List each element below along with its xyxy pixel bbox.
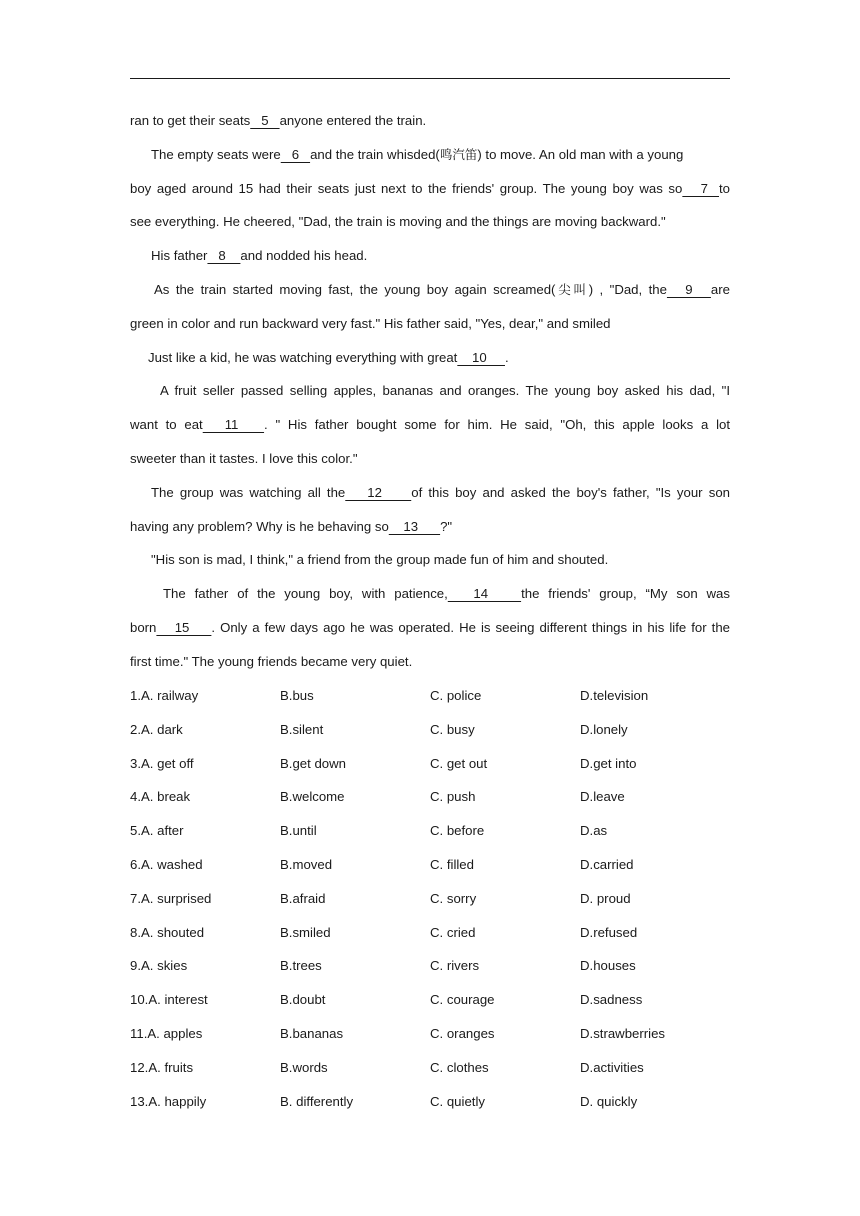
blank-14: 14 bbox=[447, 586, 522, 602]
passage-line-5 bbox=[130, 243, 730, 277]
option-b: B. differently bbox=[280, 1093, 354, 1109]
option-b: B.bus bbox=[280, 688, 314, 703]
header-rule bbox=[130, 78, 730, 79]
blank-9: 9 bbox=[666, 281, 711, 297]
option-b: B.welcome bbox=[280, 789, 345, 805]
option-a: 3.A. get off bbox=[130, 755, 194, 771]
passage-line-17 bbox=[130, 649, 730, 683]
passage-line-4 bbox=[130, 209, 730, 243]
passage-text: A fruit seller passed selling apples, bananas and oranges. The young boy asked his dad, "I bbox=[160, 383, 730, 399]
option-c: C. clothes bbox=[430, 1059, 489, 1075]
option-b: B.doubt bbox=[280, 992, 326, 1008]
option-d: D.sadness bbox=[580, 992, 643, 1008]
passage-text: The empty seats were bbox=[151, 146, 281, 162]
passage-line-2 bbox=[130, 142, 730, 176]
option-a: 13.A. happily bbox=[130, 1093, 207, 1109]
passage-text: ran to get their seats bbox=[130, 113, 251, 128]
option-row bbox=[130, 1055, 730, 1089]
option-d: D.houses bbox=[580, 958, 636, 974]
passage-text: see everything. He cheered, "Dad, the train is moving and the things are moving backward." bbox=[130, 214, 666, 230]
passage-line-1 bbox=[130, 108, 730, 142]
blank-5: 5 bbox=[250, 113, 280, 128]
passage-text: born bbox=[130, 619, 157, 635]
option-d: D.get into bbox=[580, 755, 637, 771]
option-a: 11.A. apples bbox=[130, 1025, 203, 1041]
passage-text: the friends' group, “My son was bbox=[521, 586, 730, 602]
option-row bbox=[130, 1089, 730, 1123]
option-a: 4.A. break bbox=[130, 789, 191, 805]
passage-text: ) , "Dad, the bbox=[588, 281, 667, 297]
passage-text: and nodded his head. bbox=[240, 248, 368, 264]
option-a: 12.A. fruits bbox=[130, 1059, 194, 1075]
option-c: C. rivers bbox=[430, 958, 480, 974]
option-a: 2.A. dark bbox=[130, 721, 183, 737]
option-a: 10.A. interest bbox=[130, 992, 208, 1008]
passage-text: As the train started moving fast, the young boy again screamed( bbox=[154, 281, 556, 297]
option-b: B.moved bbox=[280, 856, 333, 872]
option-d: D.leave bbox=[580, 789, 625, 805]
passage-text: green in color and run backward very fast." His father said, "Yes, dear," and smiled bbox=[130, 315, 611, 331]
option-a: 7.A. surprised bbox=[130, 890, 212, 906]
option-b: B.trees bbox=[280, 958, 322, 974]
option-c: C. sorry bbox=[430, 890, 477, 906]
option-c: C. busy bbox=[430, 721, 475, 737]
passage-text: having any problem? Why is he behaving so bbox=[130, 518, 389, 534]
passage-text: Just like a kid, he was watching everything with great bbox=[148, 349, 458, 365]
option-row bbox=[130, 920, 730, 954]
passage-text: "His son is mad, I think," a friend from the group made fun of him and shouted. bbox=[151, 552, 609, 568]
option-b: B.smiled bbox=[280, 924, 331, 940]
passage-text: to bbox=[719, 180, 730, 196]
passage-line-12 bbox=[130, 480, 730, 514]
passage-line-8 bbox=[130, 345, 730, 379]
blank-15: 15 bbox=[156, 619, 212, 635]
option-d: D.refused bbox=[580, 924, 638, 940]
option-row bbox=[130, 1021, 730, 1055]
option-row bbox=[130, 717, 730, 751]
option-d: D.as bbox=[580, 823, 608, 839]
passage-text: The group was watching all the bbox=[151, 484, 346, 500]
option-a: 1.A. railway bbox=[130, 688, 199, 703]
passage-line-15 bbox=[130, 581, 730, 615]
option-row bbox=[130, 852, 730, 886]
passage-line-7 bbox=[130, 311, 730, 345]
passage-line-16 bbox=[130, 615, 730, 649]
option-row bbox=[130, 751, 730, 785]
option-b: B.bananas bbox=[280, 1025, 344, 1041]
option-d: D. proud bbox=[580, 890, 631, 906]
passage-line-6 bbox=[130, 277, 730, 311]
passage-line-3 bbox=[130, 176, 730, 210]
option-d: D. quickly bbox=[580, 1093, 638, 1109]
option-d: D.activities bbox=[580, 1059, 644, 1075]
passage-text: want to eat bbox=[130, 417, 203, 433]
option-row bbox=[130, 953, 730, 987]
passage-line-10 bbox=[130, 412, 730, 446]
option-c: C. cried bbox=[430, 924, 476, 940]
passage-text: . Only a few days ago he was operated. He is seeing different things in his life for the bbox=[211, 619, 730, 635]
option-c: C. courage bbox=[430, 992, 495, 1008]
passage-line-9 bbox=[130, 378, 730, 412]
passage-text: . bbox=[504, 349, 509, 365]
option-row bbox=[130, 818, 730, 852]
option-row bbox=[130, 784, 730, 818]
option-b: B.until bbox=[280, 823, 317, 839]
option-c: C. police bbox=[430, 688, 482, 703]
option-b: B.afraid bbox=[280, 890, 326, 906]
option-d: D.carried bbox=[580, 856, 634, 872]
passage-line-11 bbox=[130, 446, 730, 480]
option-b: B.get down bbox=[280, 755, 346, 771]
chinese-gloss: 尖叫 bbox=[555, 281, 589, 297]
passage-text: The father of the young boy, with patience, bbox=[163, 586, 448, 602]
option-b: B.words bbox=[280, 1059, 328, 1075]
option-a: 5.A. after bbox=[130, 823, 184, 839]
option-d: D.strawberries bbox=[580, 1025, 666, 1041]
option-c: C. get out bbox=[430, 755, 488, 771]
option-c: C. filled bbox=[430, 856, 474, 872]
option-a: 6.A. washed bbox=[130, 856, 203, 872]
option-c: C. before bbox=[430, 823, 485, 839]
passage-line-13 bbox=[130, 514, 730, 548]
option-b: B.silent bbox=[280, 721, 324, 737]
option-row bbox=[130, 987, 730, 1021]
passage-text: are bbox=[710, 281, 730, 297]
blank-12: 12 bbox=[345, 484, 412, 500]
blank-10: 10 bbox=[457, 349, 505, 365]
option-a: 9.A. skies bbox=[130, 958, 188, 974]
passage-text: boy aged around 15 had their seats just next to the friends' group. The young boy was so bbox=[130, 180, 683, 196]
blank-7: 7 bbox=[682, 180, 719, 196]
passage-text: sweeter than it tastes. I love this color." bbox=[130, 450, 358, 466]
option-row bbox=[130, 886, 730, 920]
cloze-passage bbox=[130, 108, 730, 683]
option-a: 8.A. shouted bbox=[130, 924, 205, 940]
option-c: C. push bbox=[430, 789, 476, 805]
answer-options bbox=[130, 683, 730, 1122]
blank-13: 13 bbox=[388, 518, 441, 534]
blank-11: 11 bbox=[202, 417, 265, 433]
option-c: C. quietly bbox=[430, 1093, 485, 1109]
passage-text: anyone entered the train. bbox=[279, 113, 427, 128]
passage-text: of this boy and asked the boy's father, "Is your son bbox=[411, 484, 730, 500]
passage-text: . " His father bought some for him. He said, "Oh, this apple looks a lot bbox=[264, 417, 730, 433]
blank-6: 6 bbox=[280, 146, 311, 162]
passage-text: and the train whisded( bbox=[310, 146, 440, 162]
option-d: D.television bbox=[580, 688, 649, 703]
passage-text: first time." The young friends became very quiet. bbox=[130, 653, 413, 669]
chinese-gloss: 鸣汽笛 bbox=[439, 146, 478, 162]
passage-text: ) to move. An old man with a young bbox=[477, 146, 684, 162]
option-d: D.lonely bbox=[580, 721, 628, 737]
passage-text: His father bbox=[151, 248, 208, 264]
option-row bbox=[130, 683, 730, 717]
option-c: C. oranges bbox=[430, 1025, 495, 1041]
passage-line-14 bbox=[130, 547, 730, 581]
passage-text: ?" bbox=[440, 518, 453, 534]
blank-8: 8 bbox=[207, 248, 241, 264]
